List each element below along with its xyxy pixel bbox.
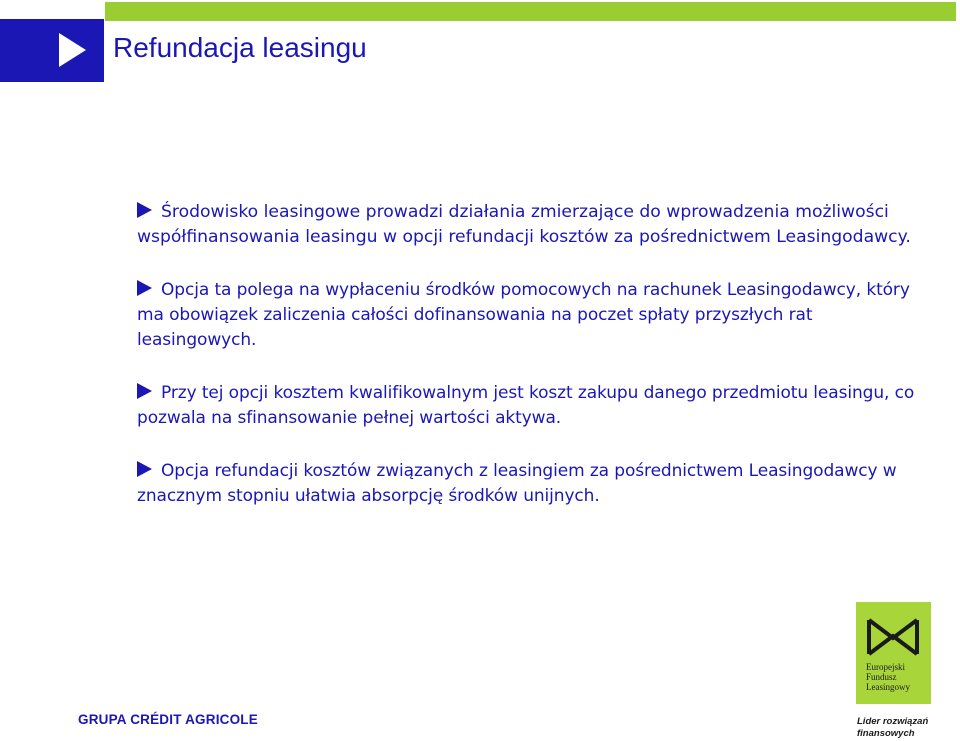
bullet-arrow-icon (137, 461, 152, 477)
bullet-arrow-icon (137, 202, 152, 218)
bullet-item (137, 381, 927, 431)
bullet-list (137, 200, 927, 537)
bullet-text: Środowisko leasingowe prowadzi działania zmierzające do wprowadzenia możliwości współfinansowania leasingu w opcji refundacji kosztów za pośrednictwem Leasingodawcy. (137, 202, 911, 247)
bullet-text: Opcja ta polega na wypłaceniu środków pomocowych na rachunek Leasingodawcy, który ma obowiązek zaliczenia całości dofinansowania na poczet spłaty przyszłych rat leasingowych. (137, 280, 910, 350)
fund-logo-text (866, 662, 930, 692)
bullet-item (137, 459, 927, 509)
fund-logo-line: Europejski (866, 662, 905, 672)
bullet-text: Opcja refundacji kosztów związanych z leasingiem za pośrednictwem Leasingodawcy w znacznym stopniu ułatwia absorpcję środków unijnych. (137, 461, 897, 506)
tagline-line: Lider rozwiązań (857, 716, 929, 727)
fund-logo-line: Fundusz (866, 672, 897, 682)
bullet-item (137, 278, 927, 353)
tagline (857, 716, 952, 740)
tagline-line: finansowych (857, 728, 915, 739)
bullet-arrow-icon (137, 383, 152, 399)
top-accent-bar (105, 2, 956, 21)
brand-name: GRUPA CRÉDIT AGRICOLE (78, 712, 258, 727)
fund-logo (856, 602, 931, 704)
bullet-arrow-icon (137, 280, 152, 296)
page-title: Refundacja leasingu (113, 32, 367, 63)
bullet-item (137, 200, 927, 250)
fund-logo-line: Leasingowy (866, 682, 910, 692)
title-marker-box (0, 19, 104, 82)
efl-logo-icon (864, 614, 922, 660)
bullet-text: Przy tej opcji kosztem kwalifikowalnym jest koszt zakupu danego przedmiotu leasingu, co pozwala na sfinansowanie pełnej wartości aktywa. (137, 383, 915, 428)
play-arrow-icon (59, 33, 86, 67)
